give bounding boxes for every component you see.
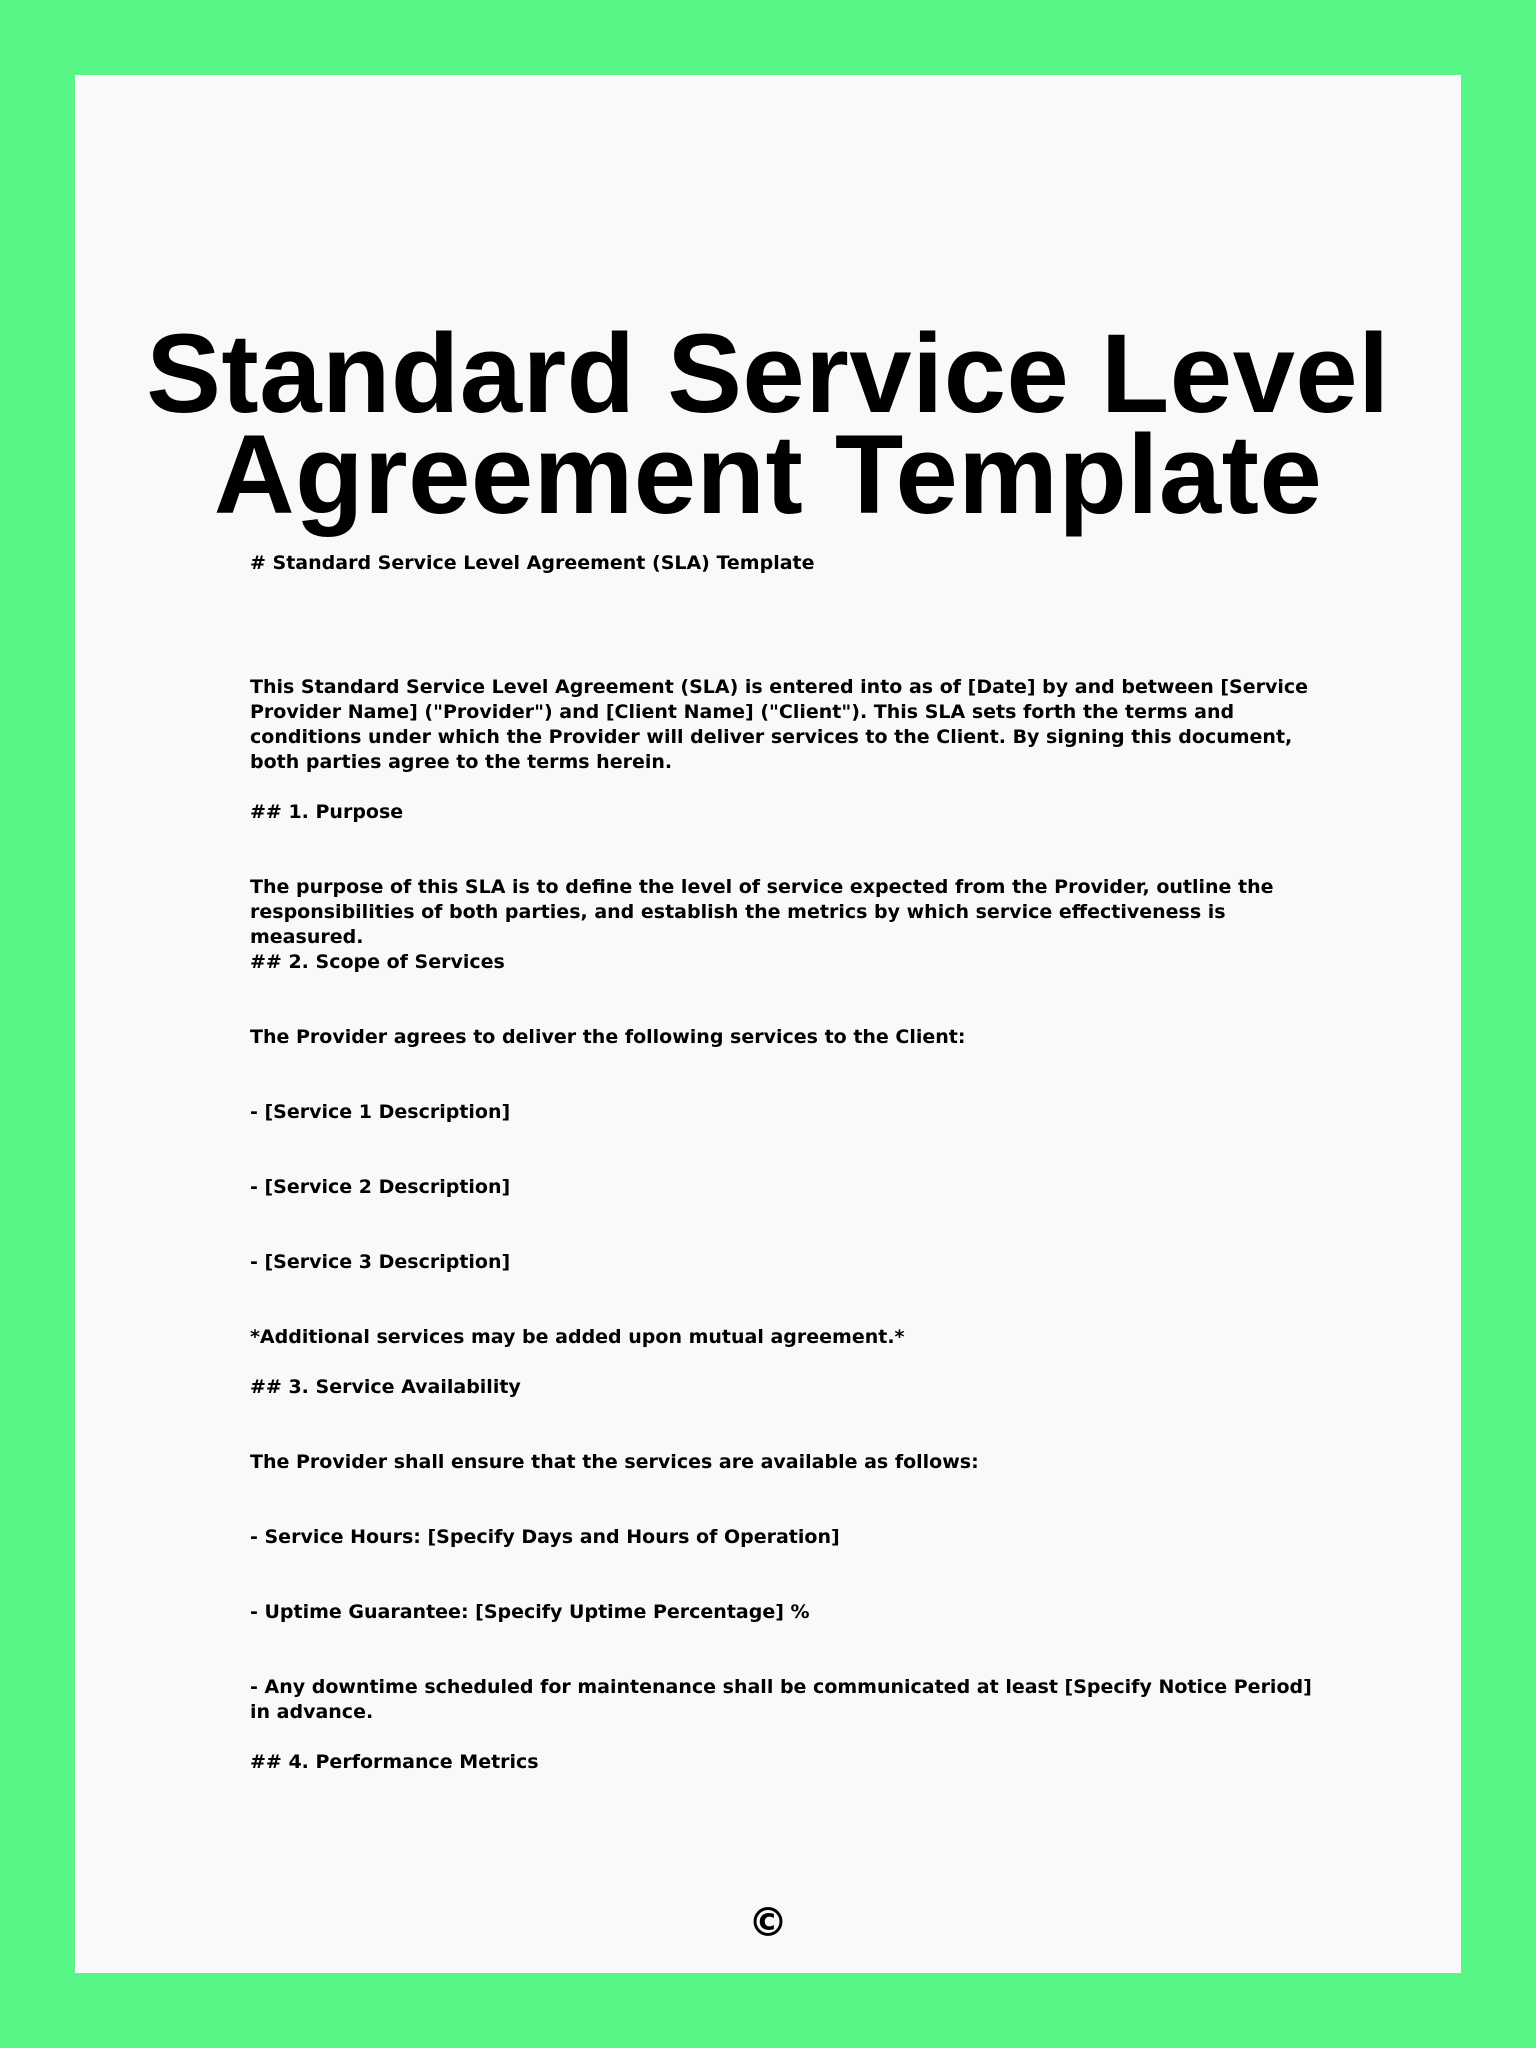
document-title: Standard Service Level Agreement Template <box>146 311 1390 537</box>
service-list-item: - [Service 2 Description] <box>250 1176 511 1198</box>
purpose-paragraph: The purpose of this SLA is to define the level of service expected from the Provider, outline the responsibilities of both parties, and establish the metrics by which service effectiveness is measured. <box>250 876 1274 948</box>
availability-list-item: - Service Hours: [Specify Days and Hours of Operation] <box>250 1526 840 1548</box>
section-heading-metrics: ## 4. Performance Metrics <box>250 1751 539 1773</box>
additional-services-note: *Additional services may be added upon mutual agreement.* <box>250 1326 905 1348</box>
service-list-item: - [Service 1 Description] <box>250 1101 511 1123</box>
availability-list-item: - Any downtime scheduled for maintenance shall be communicated at least [Specify Notice Period] in advance. <box>250 1676 1312 1723</box>
section-heading-purpose: ## 1. Purpose <box>250 801 404 823</box>
section-heading-availability: ## 3. Service Availability <box>250 1376 521 1398</box>
service-list-item: - [Service 3 Description] <box>250 1251 511 1273</box>
copyright-icon: © <box>748 1900 788 1946</box>
markdown-heading: # Standard Service Level Agreement (SLA) Template <box>250 552 815 574</box>
intro-paragraph: This Standard Service Level Agreement (SLA) is entered into as of [Date] by and between [Service Provider Name] ("Provider") and [Client Name] ("Client"). This SLA sets forth the terms and conditions under which the Provider will deliver services to the Client. By signing this document, both parties agree to the terms herein. <box>250 676 1309 773</box>
section-heading-scope: ## 2. Scope of Services <box>250 951 505 973</box>
availability-list-item: - Uptime Guarantee: [Specify Uptime Percentage] % <box>250 1601 810 1623</box>
document-page <box>75 75 1461 1973</box>
availability-paragraph: The Provider shall ensure that the services are available as follows: <box>250 1451 979 1473</box>
scope-paragraph: The Provider agrees to deliver the following services to the Client: <box>250 1026 966 1048</box>
